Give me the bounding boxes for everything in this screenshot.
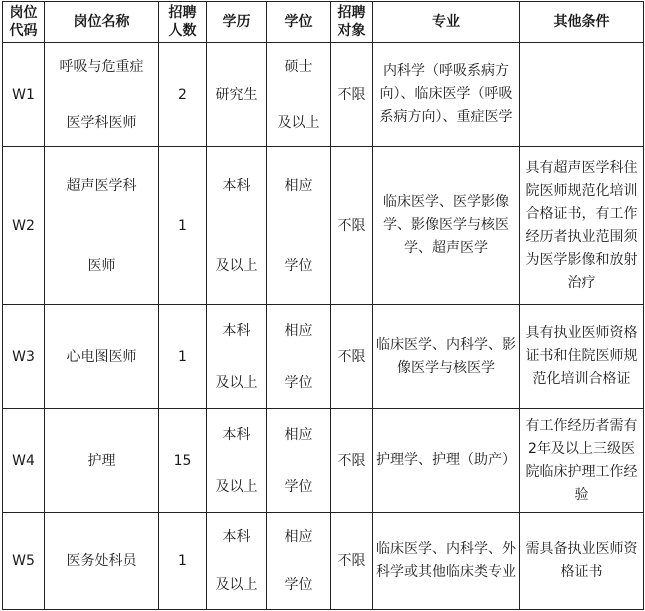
cell-major: 临床医学、内科学、影像医学与核医学 xyxy=(373,305,520,409)
cell-target: 不限 xyxy=(331,409,373,513)
cell-education: 研究生 xyxy=(207,43,267,147)
cell-code: W1 xyxy=(3,43,45,147)
cell-name: 心电图医师 xyxy=(45,305,159,409)
cell-count: 1 xyxy=(159,147,207,305)
cell-other: 具有超声医学科住院医师规范化培训合格证书，有工作经历者执业范围须为医学影像和放射治疗 xyxy=(520,147,644,305)
cell-other: 具有执业医师资格证书和住院医师规范化培训合格证 xyxy=(520,305,644,409)
header-name: 岗位名称 xyxy=(45,2,159,43)
header-row xyxy=(3,2,644,43)
header-target: 招聘 对象 xyxy=(331,2,373,43)
cell-target: 不限 xyxy=(331,513,373,610)
cell-major: 护理学、护理（助产） xyxy=(373,409,520,513)
header-code: 岗位 代码 xyxy=(3,2,45,43)
cell-degree: 相应 学位 xyxy=(267,305,331,409)
cell-education: 本科 及以上 xyxy=(207,147,267,305)
cell-code: W5 xyxy=(3,513,45,610)
cell-degree: 相应 学位 xyxy=(267,147,331,305)
table-row xyxy=(3,409,644,513)
header-count: 招聘 人数 xyxy=(159,2,207,43)
cell-other: 有工作经历者需有2年及以上三级医院临床护理工作经验 xyxy=(520,409,644,513)
recruitment-table xyxy=(2,1,644,610)
cell-code: W4 xyxy=(3,409,45,513)
cell-code: W3 xyxy=(3,305,45,409)
cell-target: 不限 xyxy=(331,305,373,409)
cell-degree: 相应 学位 xyxy=(267,513,331,610)
cell-education: 本科 及以上 xyxy=(207,513,267,610)
cell-count: 1 xyxy=(159,305,207,409)
table-row xyxy=(3,43,644,147)
cell-major: 临床医学、医学影像学、影像医学与核医学、超声医学 xyxy=(373,147,520,305)
cell-other: 需具备执业医师资格证书 xyxy=(520,513,644,610)
cell-degree: 硕士 及以上 xyxy=(267,43,331,147)
cell-count: 15 xyxy=(159,409,207,513)
cell-degree: 相应 学位 xyxy=(267,409,331,513)
cell-other xyxy=(520,43,644,147)
header-major: 专业 xyxy=(373,2,520,43)
table-row xyxy=(3,513,644,610)
table-row xyxy=(3,305,644,409)
cell-name: 呼吸与危重症 医学科医师 xyxy=(45,43,159,147)
header-education: 学历 xyxy=(207,2,267,43)
header-other: 其他条件 xyxy=(520,2,644,43)
cell-major: 内科学（呼吸系病方向）、临床医学（呼吸系病方向）、重症医学 xyxy=(373,43,520,147)
cell-name: 护理 xyxy=(45,409,159,513)
header-degree: 学位 xyxy=(267,2,331,43)
cell-name: 医务处科员 xyxy=(45,513,159,610)
cell-target: 不限 xyxy=(331,147,373,305)
cell-name: 超声医学科 医师 xyxy=(45,147,159,305)
cell-education: 本科 及以上 xyxy=(207,409,267,513)
cell-count: 2 xyxy=(159,43,207,147)
cell-count: 1 xyxy=(159,513,207,610)
table-row xyxy=(3,147,644,305)
cell-education: 本科 及以上 xyxy=(207,305,267,409)
cell-code: W2 xyxy=(3,147,45,305)
cell-target: 不限 xyxy=(331,43,373,147)
cell-major: 临床医学、内科学、外科学或其他临床类专业 xyxy=(373,513,520,610)
